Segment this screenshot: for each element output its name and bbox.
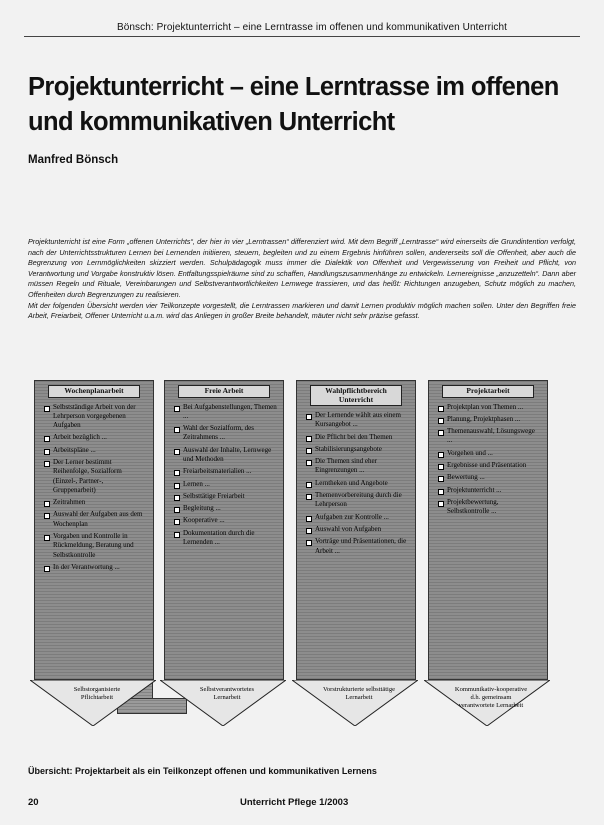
page-number: 20 [28,797,39,808]
list-item: Freiarbeitsmaterialien ... [183,467,277,476]
column-header: Projektarbeit [442,385,534,398]
column-projektarbeit [428,380,546,709]
running-header: Bönsch: Projektunterricht – eine Lerntrasse im offenen und kommunikativen Unterricht [116,22,508,33]
intro-text [28,237,576,322]
list-item: Dokumentation durch die Lernenden ... [183,529,277,548]
list-item: Wahl der Sozialform, des Zeitrahmens ... [183,424,277,443]
column-list [165,403,283,548]
column-box [428,380,548,680]
intro-paragraph: Projektunterricht ist eine Form „offenen Unterrichts“, der hier in vier „Lerntrassen“ differenziert wird. Mit dem Begriff „Lerntrasse“ wird einerseits die Grundintention verfolgt, nach der Unterrichtsstrukturen Lernen bei Lernenden initiieren, steuern, begleiten und zu einem Ergebnis hinführen sollen, andererseits soll die Offenheit, aber auch die Begrenzung von Lernmöglichkeiten skizziert werden. Schulpädagogik muss immer die Dialektik von Offenheit und Vergewisserung von Freiheit und Pflicht, von Verantwortung und Vorgabe konstruktiv lösen. Entfaltungsspielräume sind zu schaffen, Handlungszusammenhänge zu entwickeln. Lernereignisse „anzuzetteln“. Dann aber müssen Regeln und Rituale, Vereinbarungen und Selbstverantwortlichkeiten Lernwege trassieren, und das heißt: Richtungen anzugeben, Schutz möglich zu machen, Offenheiten durch Begrenzungen zu realisieren. [28,237,576,299]
list-item: Projektbewertung, Selbstkontrolle ... [447,498,541,517]
list-item: Projektunterricht ... [447,486,541,495]
list-item: Auswahl der Aufgaben aus dem Wochenplan [53,510,147,529]
header-rule [24,36,580,37]
list-item: Auswahl von Aufgaben [315,525,409,534]
column-wahlpflicht [296,380,414,701]
list-item: Selbstständige Arbeit von der Lehrperson vorgegebenen Aufgaben [53,403,147,431]
list-item: Planung, Projektphasen ... [447,415,541,424]
list-item: Die Pflicht bei den Themen [315,433,409,442]
list-item: Stabilisierungsangebote [315,445,409,454]
list-item: Begleitung ... [183,504,277,513]
list-item: Vorgehen und ... [447,449,541,458]
author: Manfred Bönsch [28,154,119,166]
column-header: Freie Arbeit [178,385,270,398]
list-item: Vorgaben und Kontrolle in Rückmeldung, Beratung und Selbstkontrolle [53,532,147,560]
journal-footer: Unterricht Pflege 1/2003 [240,797,349,808]
list-item: Aufgaben zur Kontrolle ... [315,513,409,522]
intro-paragraph: Mit der folgenden Übersicht werden vier Teilkonzepte vorgestellt, die Lerntrassen markieren und damit Lernen produktiv möglich machen sollen. Unter den Begriffen freie Arbeit, Freiarbeit, Offener Unterricht u.a.m. wird das Anliegen in großer Breite behandelt, mäuter nicht sehr präzise gefasst. [28,300,576,321]
list-item: Arbeit bezüglich ... [53,433,147,442]
article-title: Projektunterricht – eine Lerntrasse im offenen und kommunikativen Unterricht [28,73,559,136]
column-list [35,403,153,573]
list-item: Selbsttätige Freiarbeit [183,492,277,501]
list-item: Arbeitspläne ... [53,446,147,455]
list-item: Auswahl der Inhalte, Lernwege und Methoden [183,446,277,465]
column-freie-arbeit [164,380,282,701]
column-header: Wahlpflichtbereich Unterricht [310,385,402,406]
overview-diagram [0,370,604,770]
list-item: Der Lernende wählt aus einem Kursangebot ... [315,411,409,430]
column-header: Wochenplanarbeit [48,385,140,398]
list-item: Die Themen sind eher Eingrenzungen ... [315,457,409,476]
list-item: Bewertung ... [447,473,541,482]
list-item: Themenvorbereitung durch die Lehrperson [315,491,409,510]
list-item: Lerntheken und Angebote [315,479,409,488]
column-box [164,380,284,680]
column-box [296,380,416,680]
list-item: Vorträge und Präsentationen, die Arbeit ... [315,537,409,556]
arrow-label: Selbstverantwortetes Lernarbeit [199,686,255,701]
figure-caption: Übersicht: Projektarbeit als ein Teilkonzept offenen und kommunikativen Lernens [28,766,377,776]
list-item: Bei Aufgabenstellungen, Themen ... [183,402,277,420]
list-item: In der Verantwortung ... [53,563,147,572]
list-item: Themenauswahl, Lösungswege ... [447,427,541,446]
list-item: Kooperative ... [183,516,277,525]
column-wochenplanarbeit [34,380,152,701]
list-item: Der Lerner bestimmt Reihenfolge, Sozialform (Einzel-, Partner-, Gruppenarbeit) [53,458,147,495]
list-item: Projektplan von Themen ... [447,403,541,412]
arrow-label: Kommunikativ-kooperative d.h. gemeinsam verantwortete Lernarbeit [454,686,528,709]
column-list [297,411,415,556]
list-item: Zeitrahmen [53,498,147,507]
arrow-label: Vorstrukturierte selbsttätige Lernarbeit [323,686,395,701]
list-item: Ergebnisse und Präsentation [447,461,541,470]
column-list [429,403,547,517]
arrow-label: Selbstorganisierte Pflichtarbeit [73,686,121,701]
list-item: Lernen ... [183,480,277,489]
column-box [34,380,154,680]
